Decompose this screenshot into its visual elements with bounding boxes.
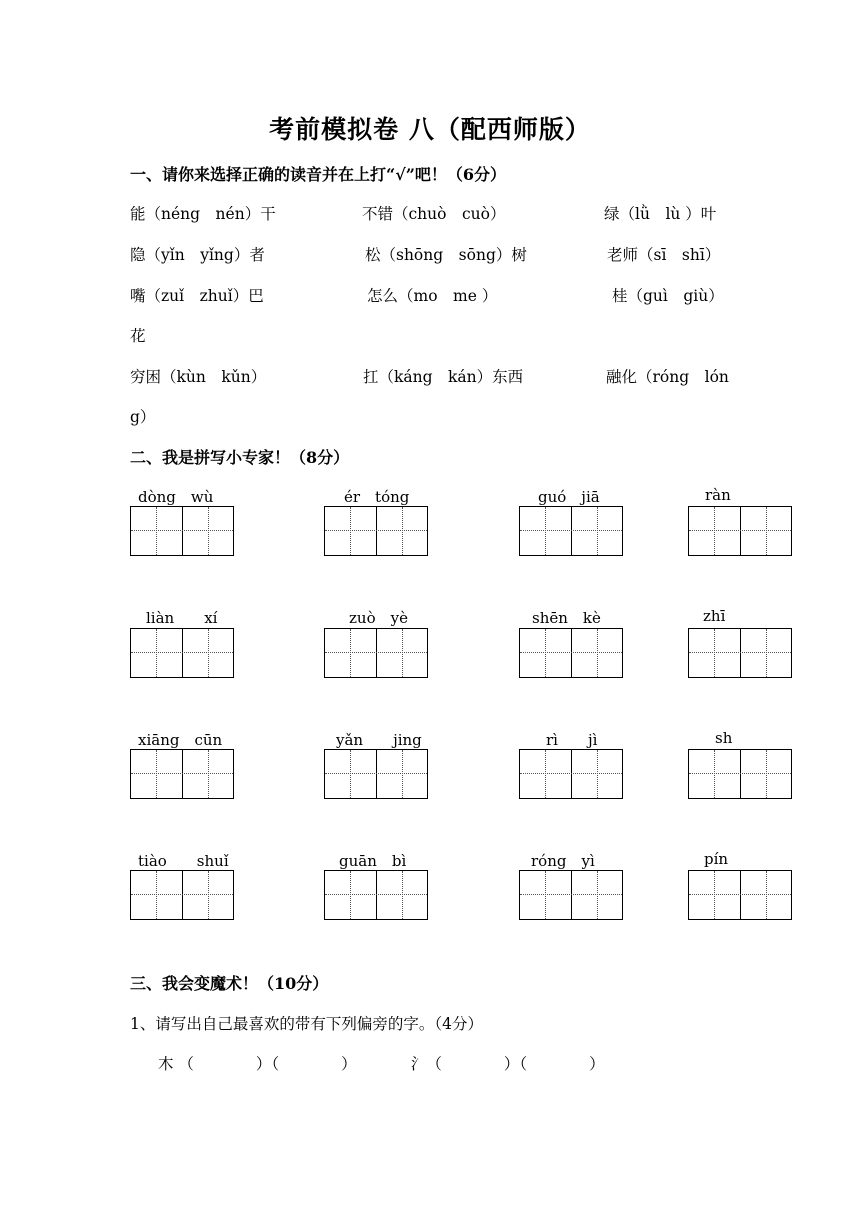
writing-grid[interactable] [688, 749, 792, 799]
s1-item: 怎么（mo me ） [367, 287, 498, 305]
s1-item: 绿（lǜ lù ）叶 [604, 205, 717, 223]
pinyin-label: dòng wù [138, 488, 214, 506]
pinyin-label: shēn kè [532, 609, 601, 627]
writing-grid[interactable] [519, 870, 623, 920]
writing-grid[interactable] [130, 870, 234, 920]
pinyin-label: yǎn jing [336, 731, 422, 749]
section3-question-1: 1、请写出自己最喜欢的带有下列偏旁的字。（4分） [130, 1015, 483, 1033]
section3-heading: 三、我会变魔术！（10分） [130, 974, 329, 993]
pinyin-label: zuò yè [349, 609, 408, 627]
section3-answer-line[interactable]: 木 （ ）（ ） 氵（ ）（ ） [158, 1055, 605, 1073]
writing-grid[interactable] [519, 749, 623, 799]
s1-item: 融化（róng lón [606, 368, 729, 386]
writing-grid[interactable] [688, 628, 792, 678]
s1-item: g） [130, 408, 156, 426]
writing-grid[interactable] [324, 628, 428, 678]
writing-grid[interactable] [324, 870, 428, 920]
s1-item: 桂（guì giù） [612, 287, 724, 305]
writing-grid[interactable] [519, 628, 623, 678]
section1-heading: 一、请你来选择正确的读音并在上打“√”吧！（6分） [130, 165, 507, 184]
s1-item: 花 [130, 327, 146, 345]
pinyin-label: liàn xí [146, 609, 218, 627]
s1-item: 能（néng nén）干 [130, 205, 276, 223]
pinyin-label: guó jiā [538, 488, 600, 506]
s1-item: 老师（sī shī） [607, 246, 721, 264]
pinyin-label: róng yì [531, 852, 595, 870]
section2-heading: 二、我是拼写小专家！（8分） [130, 448, 350, 467]
pinyin-label: sh [715, 729, 733, 747]
s1-item: 穷困（kùn kǔn） [130, 368, 267, 386]
s1-item: 松（shōng sōng）树 [365, 246, 527, 264]
writing-grid[interactable] [130, 628, 234, 678]
pinyin-label: tiào shuǐ [138, 852, 229, 870]
pinyin-label: rì jì [546, 731, 598, 749]
pinyin-label: guān bì [339, 852, 407, 870]
pinyin-label: zhī [703, 607, 726, 625]
writing-grid[interactable] [519, 506, 623, 556]
writing-grid[interactable] [130, 506, 234, 556]
pinyin-label: ràn [705, 486, 731, 504]
writing-grid[interactable] [130, 749, 234, 799]
page-title: 考前模拟卷 八（配西师版） [269, 115, 591, 144]
writing-grid[interactable] [324, 506, 428, 556]
writing-grid[interactable] [688, 870, 792, 920]
s1-item: 不错（chuò cuò） [362, 205, 506, 223]
s1-item: 扛（káng kán）东西 [363, 368, 524, 386]
pinyin-label: xiāng cūn [138, 731, 223, 749]
s1-item: 隐（yǐn yǐng）者 [130, 246, 265, 264]
s1-item: 嘴（zuǐ zhuǐ）巴 [130, 287, 264, 305]
writing-grid[interactable] [324, 749, 428, 799]
pinyin-label: ér tóng [344, 488, 410, 506]
writing-grid[interactable] [688, 506, 792, 556]
pinyin-label: pín [704, 850, 729, 868]
